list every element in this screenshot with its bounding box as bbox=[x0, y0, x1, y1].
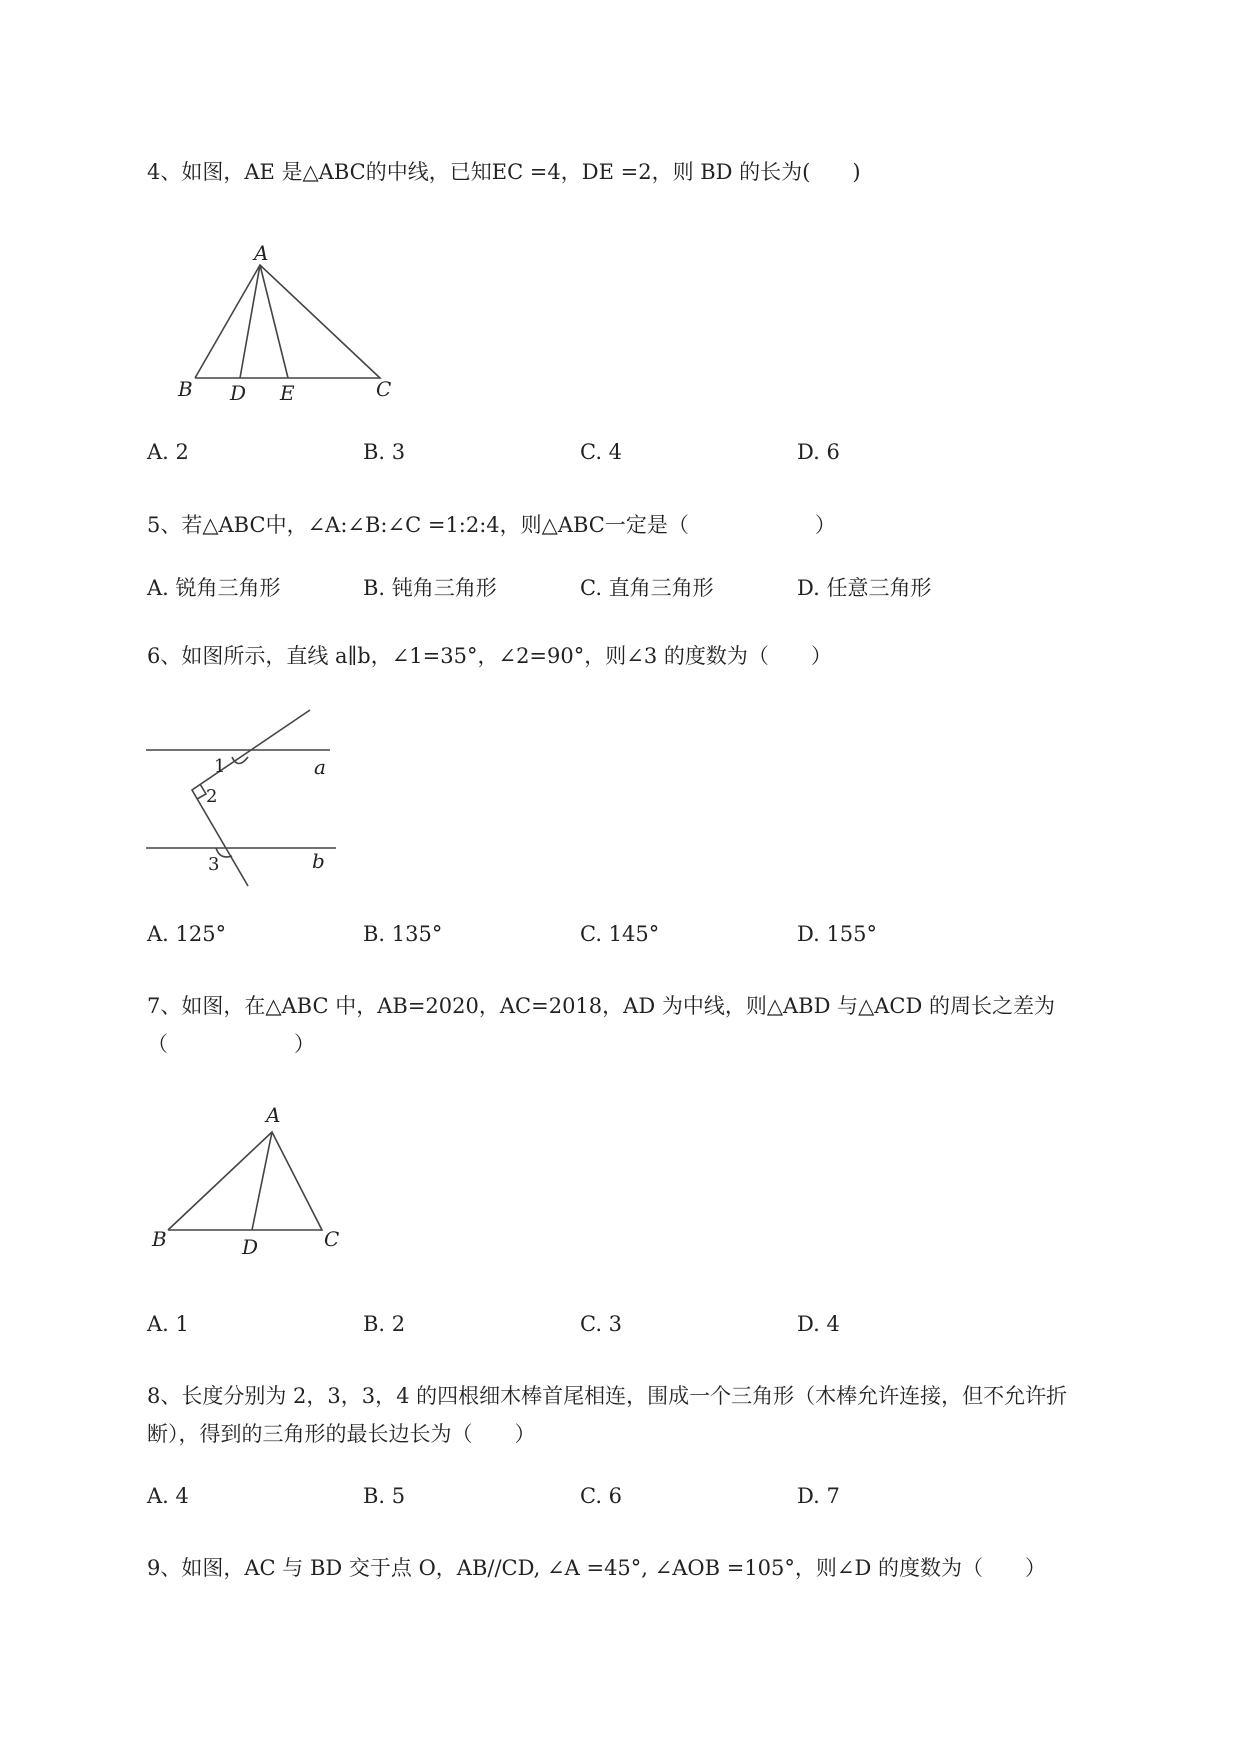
option-a[interactable]: A. 4 bbox=[147, 1484, 189, 1508]
option-d[interactable]: D. 6 bbox=[797, 440, 840, 464]
label-a: A bbox=[266, 1103, 281, 1127]
option-b[interactable]: B. 135° bbox=[363, 922, 443, 946]
option-b[interactable]: B. 3 bbox=[363, 440, 406, 464]
option-b[interactable]: B. 5 bbox=[363, 1484, 406, 1508]
question-8-options bbox=[147, 1484, 1147, 1514]
figure-q4-triangle bbox=[170, 240, 410, 400]
question-5-stem: 5、若△ABC中，∠A:∠B:∠C =1:2:4，则△ABC一定是（ ） bbox=[147, 513, 836, 537]
option-d[interactable]: D. 7 bbox=[797, 1484, 840, 1508]
question-8-stem: 8、长度分别为 2，3，3，4 的四根细木棒首尾相连，围成一个三角形（木棒允许连接，但不允许折 bbox=[147, 1384, 1068, 1408]
option-c[interactable]: C. 直角三角形 bbox=[580, 576, 714, 600]
label-e: E bbox=[280, 381, 295, 400]
triangle-abc bbox=[195, 265, 380, 378]
option-d[interactable]: D. 4 bbox=[797, 1312, 840, 1336]
question-4-options bbox=[147, 440, 1147, 470]
option-d[interactable]: D. 155° bbox=[797, 922, 878, 946]
option-c[interactable]: C. 145° bbox=[580, 922, 660, 946]
label-d: D bbox=[242, 1235, 259, 1258]
question-7-stem: 7、如图，在△ABC 中，AB=2020，AC=2018，AD 为中线，则△ABD 与△ACD 的周长之差为 bbox=[147, 994, 1055, 1018]
label-line-a: a bbox=[314, 755, 326, 779]
option-a[interactable]: A. 125° bbox=[147, 922, 227, 946]
label-b: B bbox=[178, 377, 193, 400]
segment-ae bbox=[260, 265, 288, 378]
segment-ad bbox=[252, 1132, 272, 1230]
option-b[interactable]: B. 2 bbox=[363, 1312, 406, 1336]
question-7-options bbox=[147, 1312, 1147, 1342]
question-8-stem-line2: 断），得到的三角形的最长边长为（ ） bbox=[147, 1422, 536, 1446]
option-c[interactable]: C. 6 bbox=[580, 1484, 623, 1508]
label-angle-1: 1 bbox=[214, 756, 226, 777]
label-c: C bbox=[376, 377, 392, 400]
label-b: B bbox=[152, 1227, 167, 1251]
option-c[interactable]: C. 3 bbox=[580, 1312, 623, 1336]
label-c: C bbox=[324, 1227, 340, 1251]
label-a: A bbox=[254, 241, 269, 265]
option-a[interactable]: A. 锐角三角形 bbox=[147, 576, 281, 600]
option-a[interactable]: A. 2 bbox=[147, 440, 189, 464]
question-6-options bbox=[147, 922, 1147, 952]
label-angle-3: 3 bbox=[208, 854, 220, 875]
question-7-stem-line2: （ ） bbox=[147, 1032, 315, 1056]
figure-q7-triangle bbox=[150, 1098, 360, 1258]
label-angle-2: 2 bbox=[206, 786, 218, 807]
option-c[interactable]: C. 4 bbox=[580, 440, 623, 464]
question-9-stem: 9、如图，AC 与 BD 交于点 O，AB//CD, ∠A =45°, ∠AOB =105°，则∠D 的度数为（ ） bbox=[147, 1556, 1047, 1580]
question-6-stem: 6、如图所示，直线 a∥b，∠1=35°，∠2=90°，则∠3 的度数为（ ） bbox=[147, 644, 832, 668]
figure-q6-parallel-lines bbox=[140, 700, 350, 890]
question-4-stem: 4、如图，AE 是△ABC的中线，已知EC =4，DE =2，则 BD 的长为( ) bbox=[147, 160, 861, 184]
question-5-options bbox=[147, 572, 1147, 602]
option-a[interactable]: A. 1 bbox=[147, 1312, 189, 1336]
option-d[interactable]: D. 任意三角形 bbox=[797, 576, 932, 600]
label-d: D bbox=[230, 381, 247, 400]
option-b[interactable]: B. 钝角三角形 bbox=[363, 576, 497, 600]
triangle-abc bbox=[168, 1132, 322, 1230]
label-line-b: b bbox=[312, 849, 325, 873]
